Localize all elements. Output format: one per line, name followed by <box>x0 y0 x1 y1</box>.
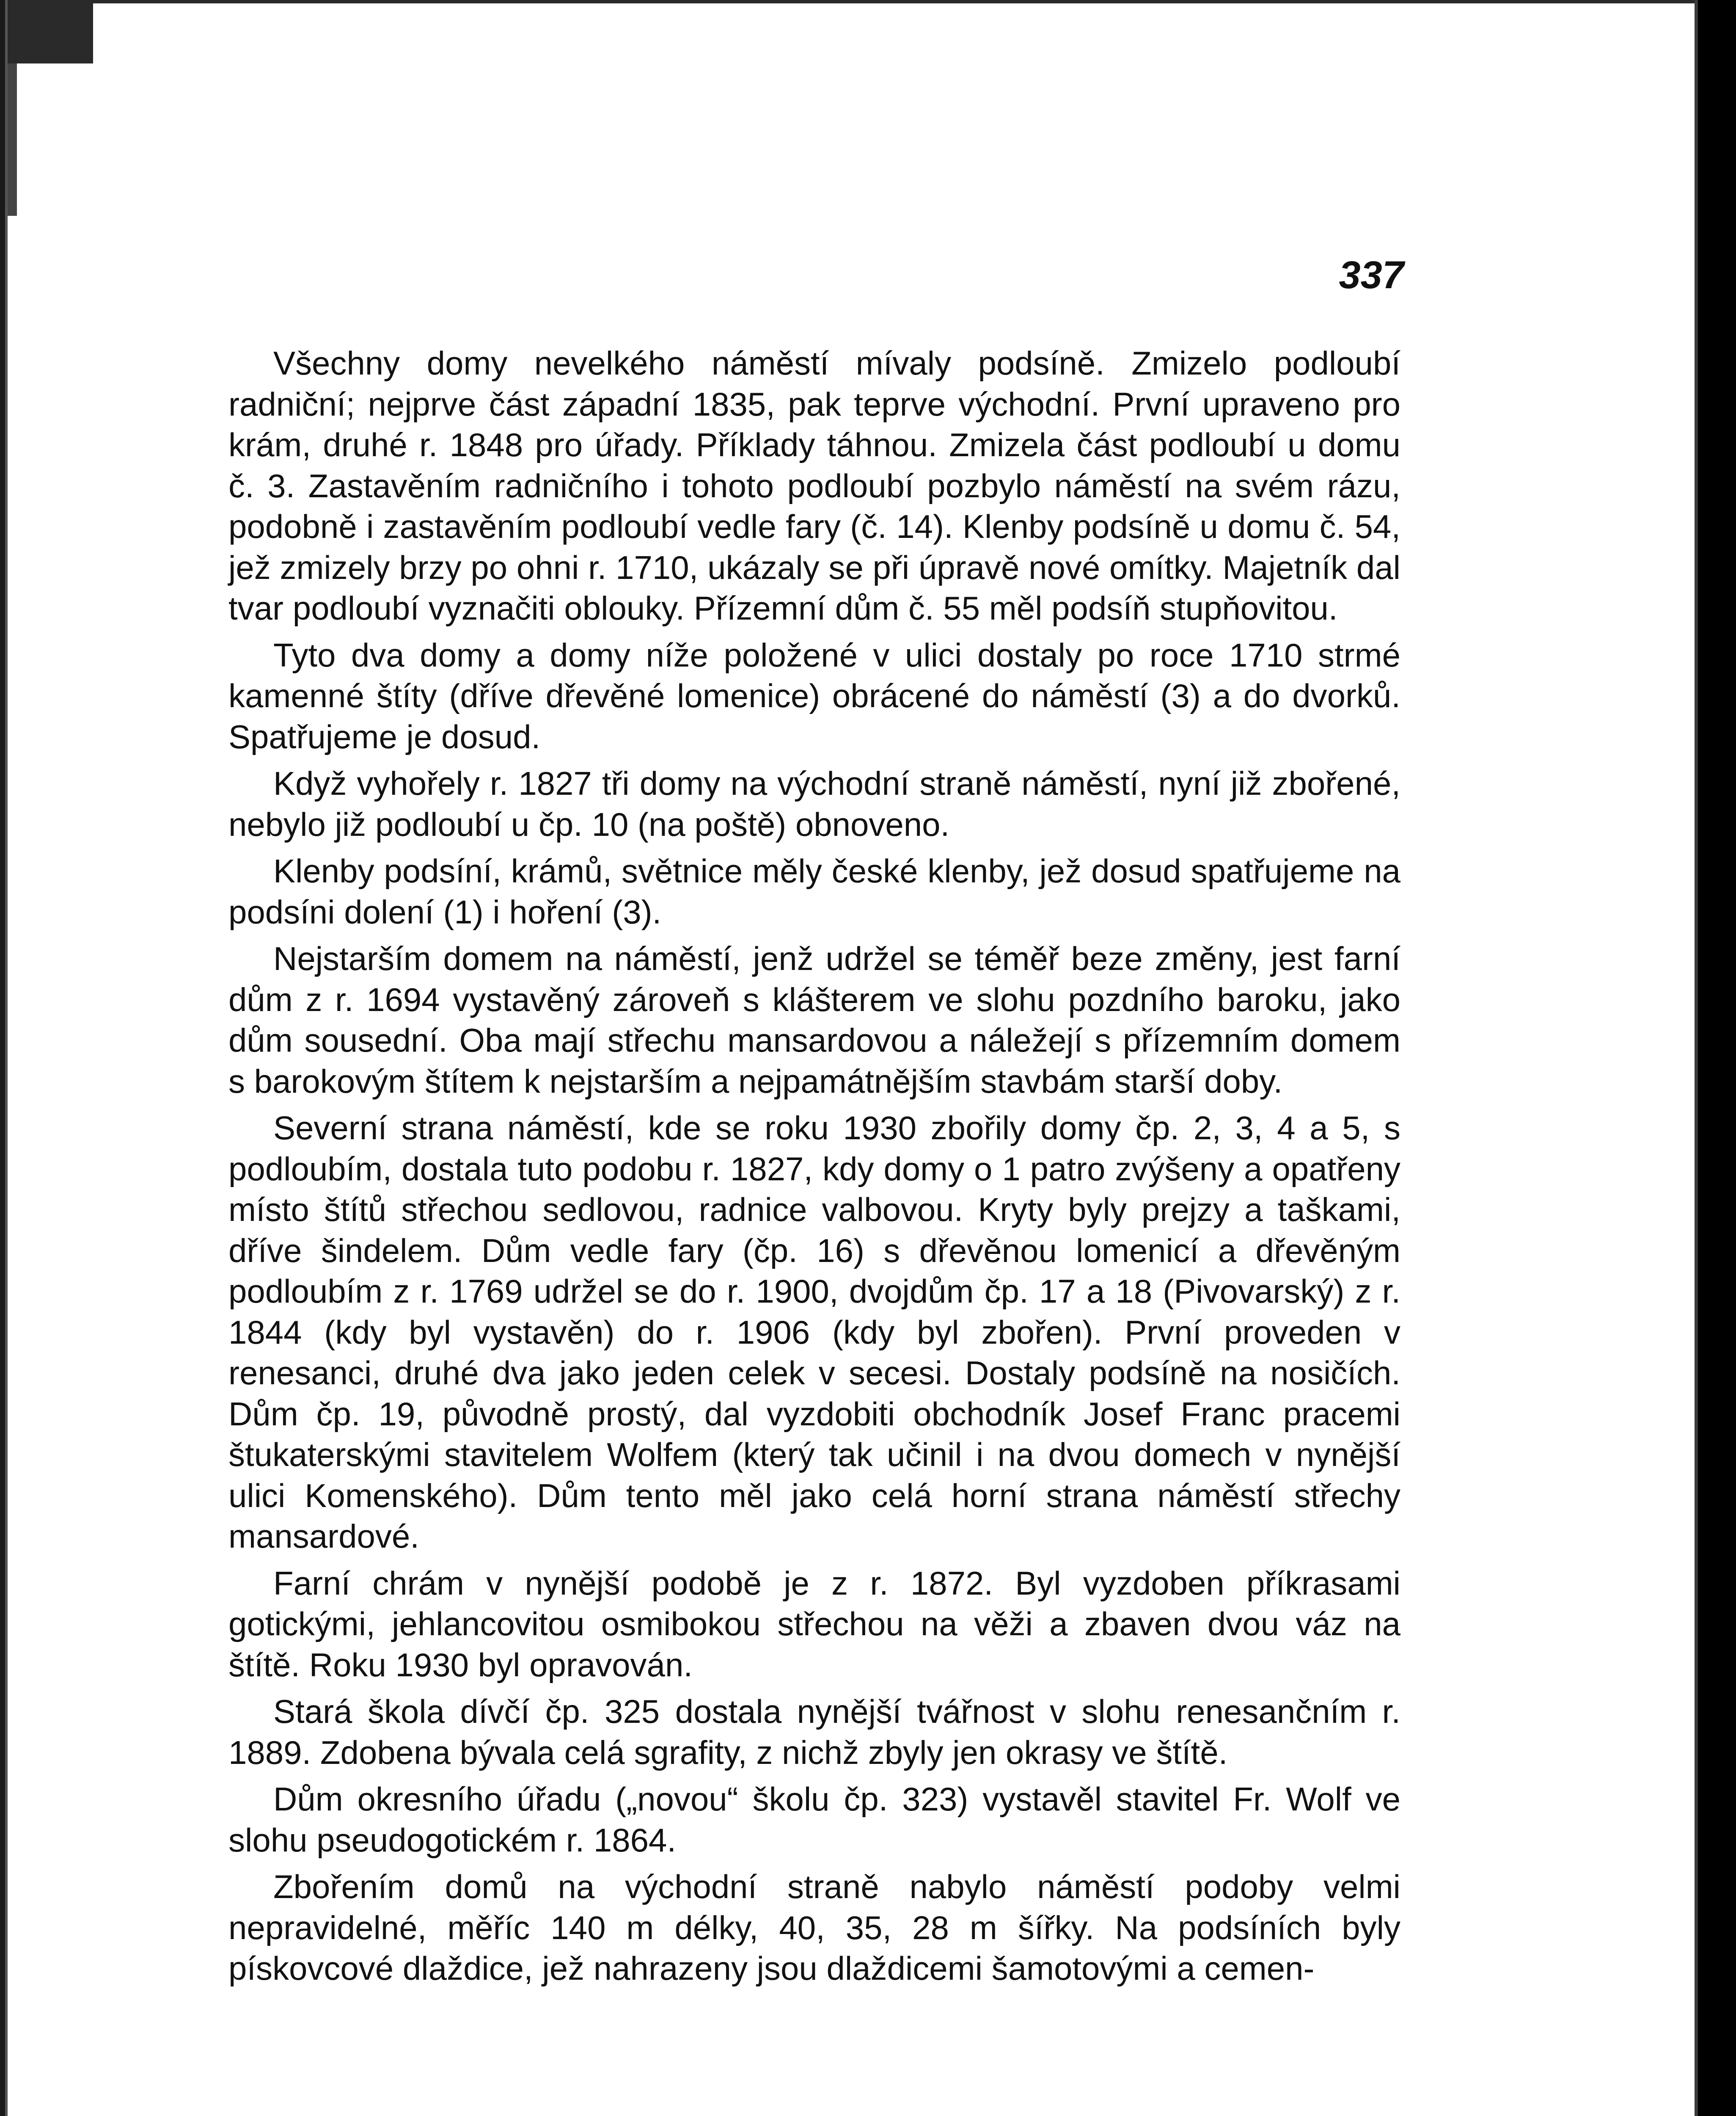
scan-left-edge-inner <box>5 0 8 2116</box>
scan-corner-shadow <box>0 0 93 63</box>
page-number: 337 <box>1339 253 1404 297</box>
paragraph: Klenby podsíní, krámů, světnice měly české klenby, jež dosud spatřujeme na podsíni dolení (1) i hoření (3). <box>228 852 1400 931</box>
paragraph: Severní strana náměstí, kde se roku 1930 zbořily domy čp. 2, 3, 4 a 5, s podloubím, dostala tuto podobu r. 1827, kdy domy o 1 patro zvýšeny a opatřeny místo štítů střechou sedlovou, radnice valbovou. Kryty byly prejzy a taškami, dříve šindelem. Dům vedle fary (čp. 16) s dřevěnou lomenicí a dřevěným podloubím z r. 1769 udržel se do r. 1900, dvojdům čp. 17 a 18 (Pivovarský) z r. 1844 (kdy byl vystavěn) do r. 1906 (kdy byl zbořen). První proveden v renesanci, druhé dva jako jeden celek v secesi. Dostaly podsíně na nosičích. Dům čp. 19, původně prostý, dal vyzdobiti obchodník Josef Franc pracemi štukaterskými stavitelem Wolfem (který tak učinil i na dvou domech v nynější ulici Komenského). Dům tento měl jako celá horní strana náměstí střechy mansardové. <box>228 1109 1400 1555</box>
scan-left-edge <box>0 0 5 2116</box>
paragraph: Tyto dva domy a domy níže položené v ulici dostaly po roce 1710 strmé kamenné štíty (dříve dřevěné lomenice) obrácené do náměstí (3) a do dvorků. Spatřujeme je dosud. <box>228 636 1400 755</box>
paragraph: Farní chrám v nynější podobě je z r. 1872. Byl vyzdoben příkrasami gotickými, jehlancovitou osmibokou střechou na věži a zbaven dvou váz na štítě. Roku 1930 byl opravován. <box>228 1564 1400 1683</box>
scan-top-edge <box>0 0 1736 3</box>
scan-right-edge <box>1698 0 1736 2116</box>
paragraph: Stará škola dívčí čp. 325 dostala nynější tvářnost v slohu renesančním r. 1889. Zdobena bývala celá sgrafity, z nichž zbyly jen okrasy ve štítě. <box>228 1693 1400 1771</box>
scan-right-edge-inner <box>1695 0 1698 2116</box>
paragraph: Všechny domy nevelkého náměstí mívaly podsíně. Zmizelo podloubí radniční; nejprve část západní 1835, pak teprve východní. První upraveno pro krám, druhé r. 1848 pro úřady. Příklady táhnou. Zmizela část podloubí u domu č. 3. Zastavěním radničního i tohoto podloubí pozbylo náměstí na svém rázu, podobně i zastavěním podloubí vedle fary (č. 14). Klenby podsíně u domu č. 54, jež zmizely brzy po ohni r. 1710, ukázaly se při úpravě nové omítky. Majetník dal tvar podloubí vyznačiti oblouky. Přízemní dům č. 55 měl podsíň stupňovitou. <box>228 344 1400 627</box>
paragraph: Zbořením domů na východní straně nabylo náměstí podoby velmi nepravidelné, měříc 140 m délky, 40, 35, 28 m šířky. Na podsíních byly pískovcové dlaždice, jež nahrazeny jsou dlaždicemi šamotovými a cemen- <box>228 1868 1400 1987</box>
paragraph: Když vyhořely r. 1827 tři domy na východní straně náměstí, nyní již zbořené, nebylo již podloubí u čp. 10 (na poště) obnoveno. <box>228 765 1400 843</box>
body-text <box>228 343 1400 1995</box>
paragraph: Nejstarším domem na náměstí, jenž udržel se téměř beze změny, jest farní dům z r. 1694 vystavěný zároveň s klášterem ve slohu pozdního baroku, jako dům sousední. Oba mají střechu mansardovou a náležejí s přízemním domem s barokovým štítem k nejstarším a nejpamátnějším stavbám starší doby. <box>228 940 1400 1100</box>
paragraph: Dům okresního úřadu („novou“ školu čp. 323) vystavěl stavitel Fr. Wolf ve slohu pseudogotickém r. 1864. <box>228 1780 1400 1859</box>
